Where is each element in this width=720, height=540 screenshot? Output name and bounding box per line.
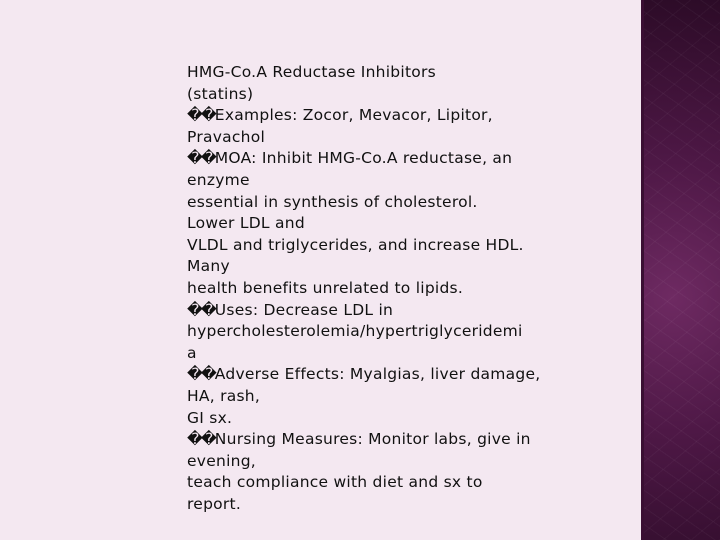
bullet-line-moa <box>187 148 627 170</box>
bullet-text-examples: Examples: Zocor, Mevacor, Lipitor, <box>214 106 493 125</box>
text-line: evening, <box>187 451 256 470</box>
bullet-line-uses <box>187 300 627 322</box>
bullet-line-adverse-effects <box>187 364 627 386</box>
decorative-side-band <box>641 0 720 540</box>
text-line: Lower LDL and <box>187 214 305 233</box>
bullet-glyph: �� <box>187 430 215 449</box>
text-line: a <box>187 343 197 362</box>
text-line-title: HMG-Co.A Reductase Inhibitors <box>187 63 436 81</box>
bullet-text-uses: Uses: Decrease LDL in <box>214 300 394 319</box>
side-band-texture <box>641 0 720 540</box>
bullet-text-nursing-measures: Nursing Measures: Monitor labs, give in <box>214 430 531 449</box>
bullet-glyph: �� <box>187 365 215 384</box>
side-band-edge <box>641 0 644 540</box>
slide-text-block <box>187 62 627 515</box>
text-line: teach compliance with diet and sx to <box>187 473 483 492</box>
text-line-subtitle: (statins) <box>187 84 254 103</box>
bullet-glyph: �� <box>187 300 215 319</box>
text-line: GI sx. <box>187 408 233 427</box>
text-line: Pravachol <box>187 127 266 146</box>
bullet-line-nursing-measures <box>187 429 627 451</box>
bullet-glyph: �� <box>187 106 215 125</box>
bullet-glyph: �� <box>187 149 215 168</box>
bullet-line-examples <box>187 105 627 127</box>
text-line: enzyme <box>187 170 250 189</box>
text-line: health benefits unrelated to lipids. <box>187 278 464 297</box>
text-line: VLDL and triglycerides, and increase HDL. <box>187 235 524 254</box>
text-line: Many <box>187 257 230 276</box>
text-line: essential in synthesis of cholesterol. <box>187 192 478 211</box>
text-line: hypercholesterolemia/hypertriglyceridemi <box>187 322 523 341</box>
bullet-text-moa: MOA: Inhibit HMG-Co.A reductase, an <box>214 149 513 168</box>
text-line: HA, rash, <box>187 386 261 405</box>
bullet-text-adverse-effects: Adverse Effects: Myalgias, liver damage, <box>214 365 541 384</box>
text-line: report. <box>187 494 242 513</box>
